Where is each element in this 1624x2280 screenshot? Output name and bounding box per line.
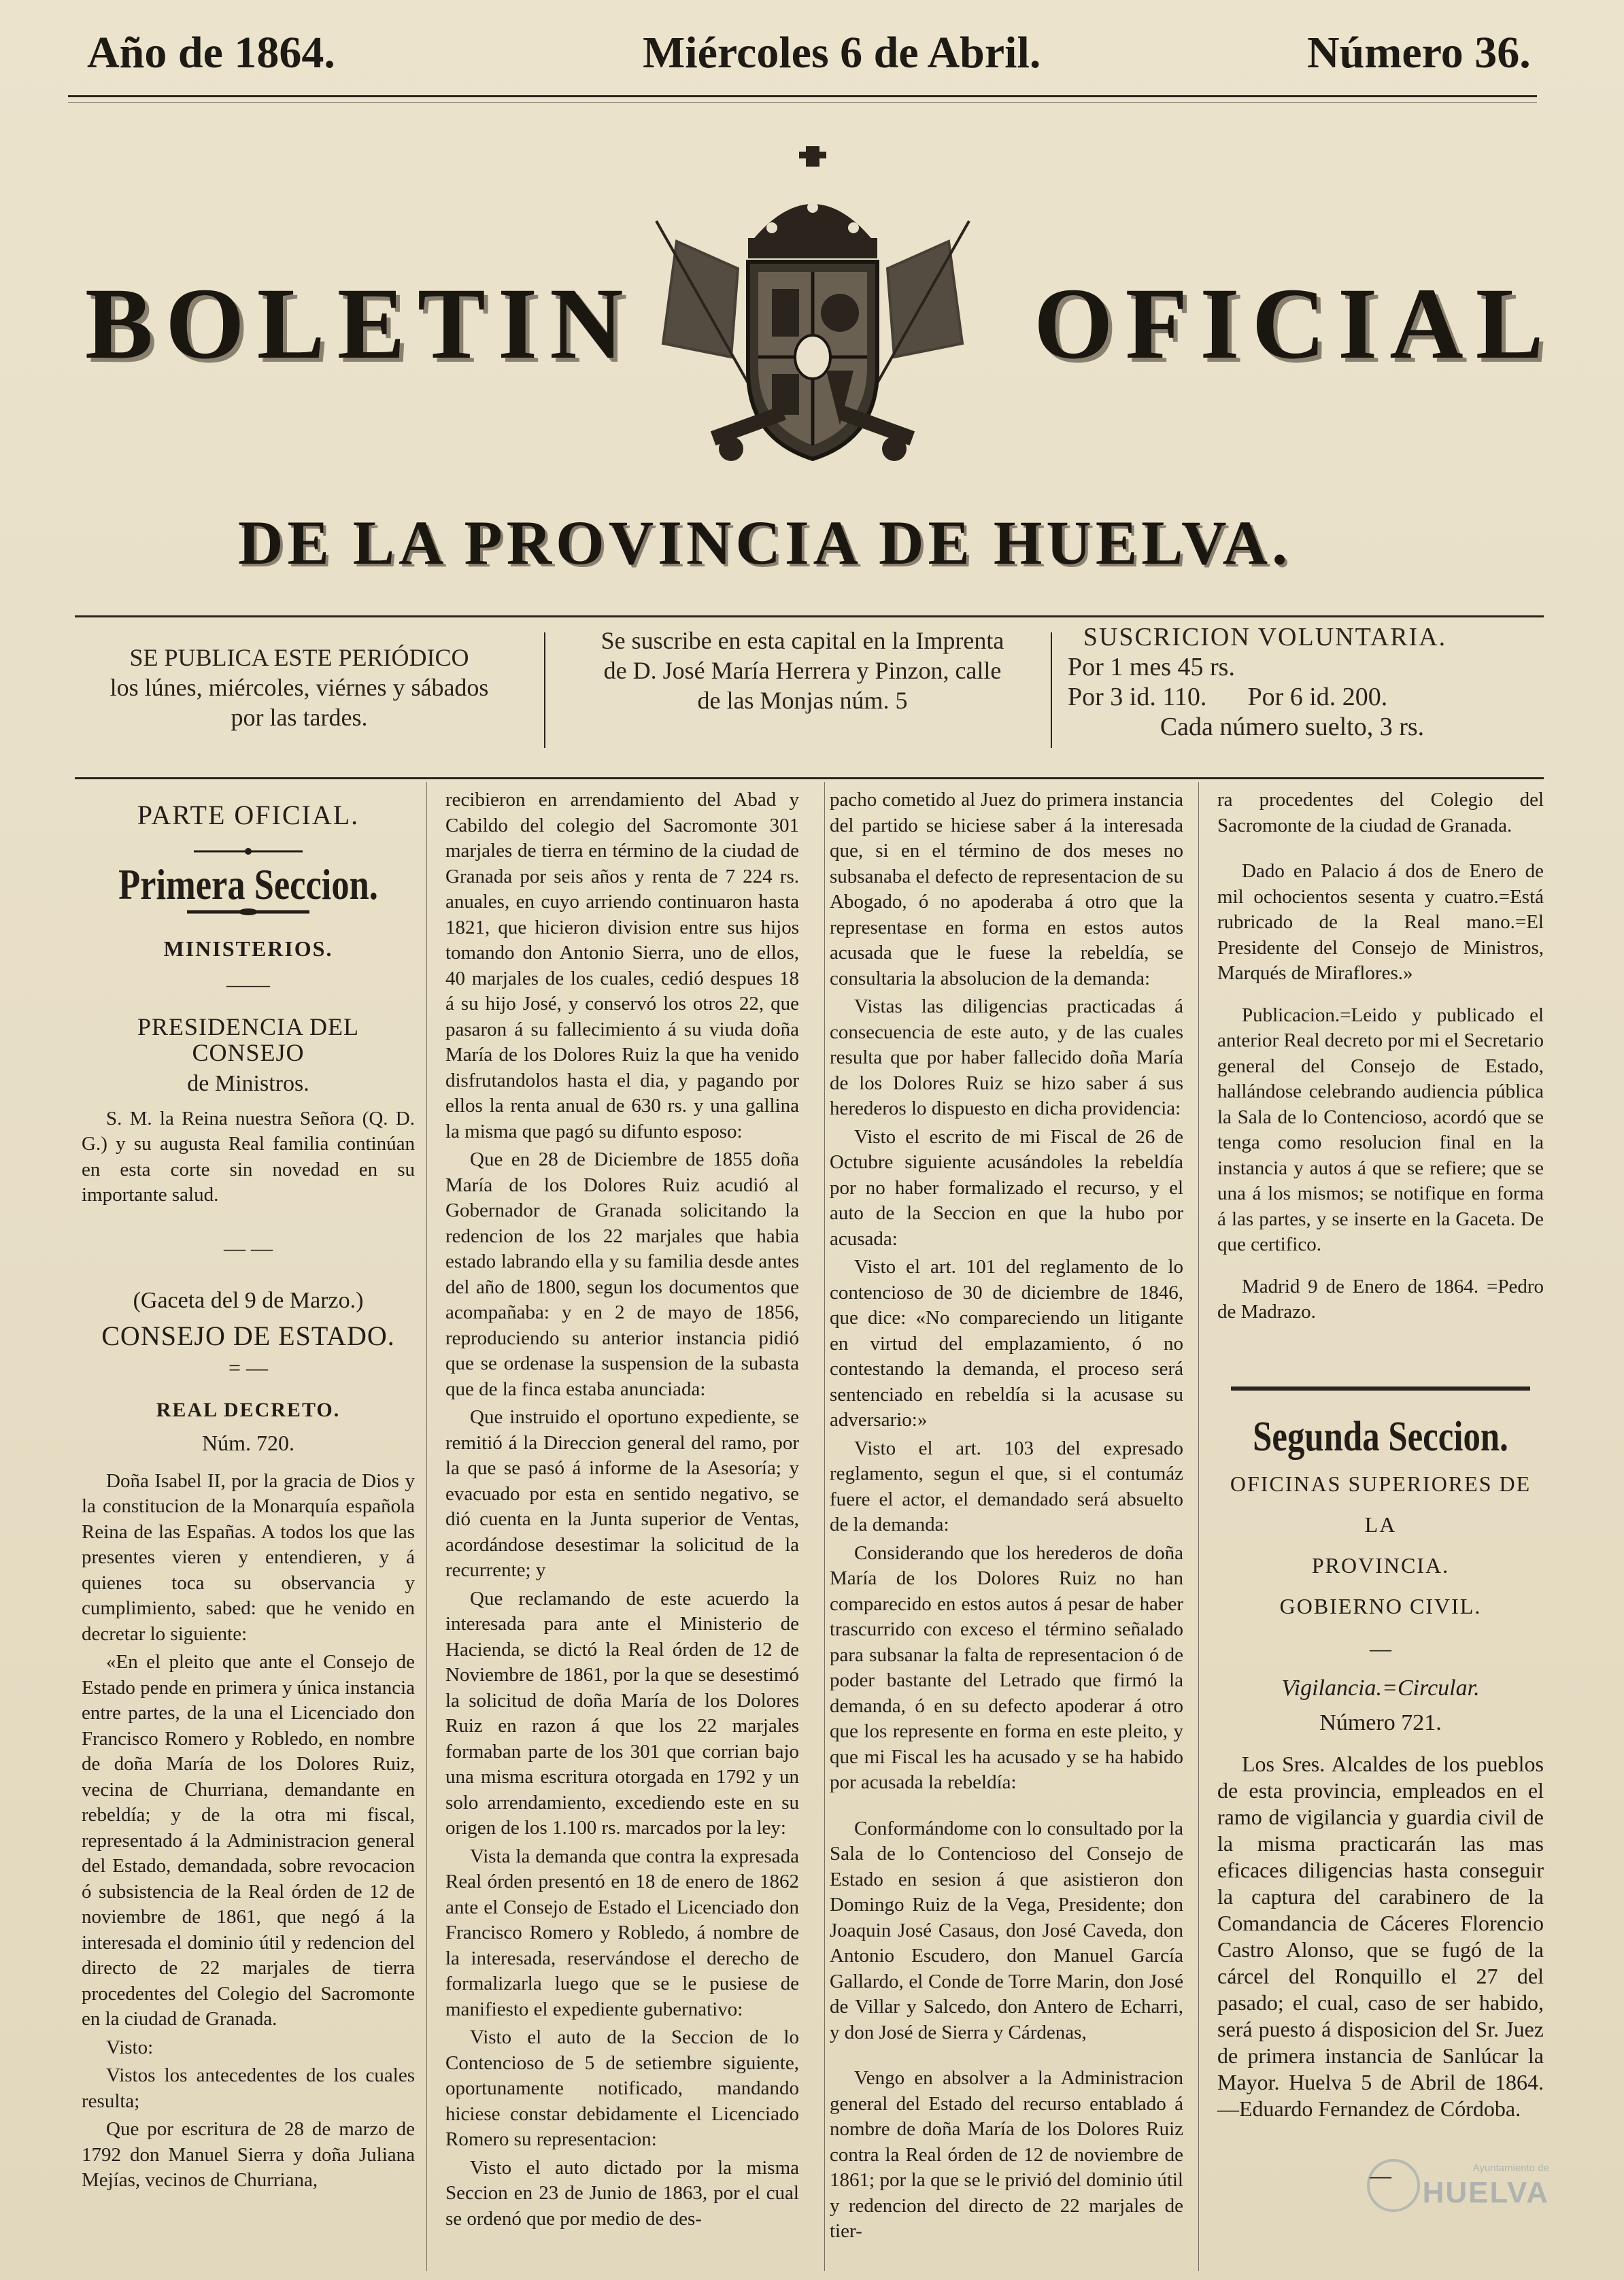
publish-info <box>68 643 530 732</box>
column-divider-1 <box>426 782 427 2271</box>
vigilancia-heading: Vigilancia.=Circular. <box>1281 1675 1480 1701</box>
paragraph: pacho cometido al Juez do primera instancia del partido se hiciese saber á la interesada que, si en el término de dos meses no subsanaba el defecto de representacion de su Abogado, ó no apoderaba á otro que la representase en forma en estos autos acusada que le fuese la rebeldía, se consultaria la absolucion de la demanda: <box>830 789 1183 989</box>
subtitle-provincia: DE LA PROVINCIA DE HUELVA. <box>238 508 1292 577</box>
oficinas-line: OFICINAS SUPERIORES DE LA <box>1230 1471 1532 1537</box>
provincia-line: PROVINCIA. <box>1311 1553 1450 1578</box>
publish-line-2: los lúnes, miércoles, viérnes y sábados <box>109 674 489 701</box>
circular-number: Número 721. <box>1319 1710 1442 1735</box>
primera-seccion-heading: Primera Seccion. <box>118 860 378 908</box>
section-rule <box>1231 1386 1530 1391</box>
ministerios-heading: MINISTERIOS. <box>163 936 333 961</box>
title-oficial: OFICIAL <box>1034 267 1556 380</box>
issue-number: Número 36. <box>1307 28 1531 78</box>
column-1 <box>82 789 415 2196</box>
paragraph: Doña Isabel II, por la gracia de Dios y la constitucion de la Monarquía española Reina de las Españas. A todos los que las presentes vieren y entendieren, y á quienes toca su observancia y cumplimiento, sabed: que he venido en decretar lo siguiente: <box>82 1469 415 1645</box>
paragraph: Que instruido el oportuno expediente, se remitió á la Direccion general del ramo, por la que se pasó á informe de la Asesoría; y evacuado por esta en sentido negativo, se dió cuenta en la Junta superior de Ventas, acordándose desestimar la solicitud de la recurrente; y <box>445 1406 799 1581</box>
presidencia-heading: PRESIDENCIA DEL CONSEJO <box>137 1013 359 1066</box>
top-rule <box>68 95 1537 97</box>
paragraph: Vistas las diligencias practicadas á consecuencia de este auto, y de las cuales resulta que por haber fallecido doña María de los Dolores Ruiz se hizo saber á sus herederos lo dispuesto en dicha providencia: <box>830 996 1183 1119</box>
info-top-rule <box>75 615 1544 617</box>
price-2b: Por 6 id. 200. <box>1247 683 1388 711</box>
consejo-heading: CONSEJO DE ESTADO. <box>101 1320 395 1351</box>
info-divider-2 <box>1051 632 1052 748</box>
price-2 <box>1061 682 1469 712</box>
gaceta-note: (Gaceta del 9 de Marzo.) <box>133 1288 364 1313</box>
paragraph: Dado en Palacio á dos de Enero de mil ochocientos sesenta y cuatro.=Está rubricado de la Real mano.=El Presidente del Consejo de Ministros, Marqués de Miraflores.» <box>1217 860 1544 984</box>
ministros-heading: de Ministros. <box>187 1071 309 1096</box>
archive-seal-icon <box>1367 2159 1420 2212</box>
paragraph: Los Sres. Alcaldes de los pueblos de esta provincia, empleados en el ramo de vigilancia y guardia civil de la misma practicarán las mas eficaces diligencias hasta conseguir la captura del carabinero de la Comandancia de Cáceres Florencio Castro Alonso, que se fugó de la cárcel del Ronquillo el 27 del pasado; el cual, caso de ser habido, será puesto á disposicion del Sr. Juez de primera instancia de Sanlúcar la Mayor. Huelva 5 de Abril de 1864. —Eduardo Fernandez de Córdoba. <box>1217 1751 1544 2121</box>
paragraph: Vengo en absolver a la Administracion general del Estado del recurso entablado á nombre de doña María de los Dolores Ruiz contra la Real órden de 12 de noviembre de 1861; por la que se le privió del dominio útil y redencion del directo de 22 marjales de tier- <box>830 2067 1183 2242</box>
top-rule-thin <box>68 102 1537 103</box>
parte-oficial-heading: PARTE OFICIAL. <box>137 800 360 830</box>
paragraph: Que reclamando de este acuerdo la interesada para ante el Ministerio de Hacienda, se dictó la Real órden de 12 de Noviembre de 1861, por la que se desestimó la solicitud de doña María de los Dolores Ruiz en razon á que los 22 marjales formaban parte de los 301 que corrian bajo una misma escritura otorgada en 1792 y un solo arrendamiento, excediendo este en su origen de los 1.100 rs. marcados por la ley: <box>445 1587 799 1839</box>
price-1: Por 1 mes 45 rs. <box>1068 653 1235 681</box>
paragraph: S. M. la Reina nuestra Señora (Q. D. G.) y su augusta Real familia continúan en esta corte sin novedad en su importante salud. <box>82 1107 415 1206</box>
end-divider: — <box>1370 2162 1391 2188</box>
paragraph: «En el pleito que ante el Consejo de Estado pende en primera y única instancia entre partes, de la una el Licenciado don Francisco Romero y Robledo, en nombre de doña María de los Dolores Ruiz, vecina de Churriana, demandante en rebeldía; y de la otra mi fiscal, representado á la Administracion general del Estado, demandada, sobre revocacion ó subsistencia de la Real órden de 12 de noviembre de 1861, que negó á la interesada el dominio útil y redencion del directo de 22 marjales de tierra procedentes del Colegio del Sacromonte en la ciudad de Granada. <box>82 1651 415 2030</box>
short-divider: — <box>1370 1636 1391 1661</box>
year-label: Año de 1864. <box>87 28 335 78</box>
subscribe-line-3: de las Monjas núm. 5 <box>697 687 908 714</box>
ornament-rule-icon <box>187 908 309 916</box>
column-2 <box>445 787 799 2234</box>
paragraph: Visto el auto dictado por la misma Seccion en 23 de Junio de 1863, por el cual se ordenó que por medio de des- <box>445 2156 799 2230</box>
paragraph: Que en 28 de Diciembre de 1855 doña María de los Dolores Ruiz acudió al Gobernador de Granada solicitando la redencion de los 22 marjales que habia estado labrando ella y su familia desde antes del año de 1800, segun los documentos que acompañaba: y en 2 de mayo de 1856, reproduciendo su anterior instancia pidió que se ordenase la suspension de la subasta que de la finca estaba anunciada: <box>445 1148 799 1400</box>
paragraph: ra procedentes del Colegio del Sacromonte de la ciudad de Granada. <box>1217 789 1544 836</box>
short-divider: — — <box>224 1235 273 1260</box>
royal-coat-of-arms-icon <box>636 139 989 479</box>
paragraph: Conformándome con lo consultado por la Sala de lo Contencioso del Consejo de Estado en sesion á que asistieron don Domingo Ruiz de la Vega, Presidente; don Joaquin José Casaus, don José Caveda, don Antonio Escudero, don Manuel García Gallardo, el Conde de Torre Marin, don José de Villar y Salcedo, don Antero de Echarri, y don José de Sierra y Cárdenas, <box>830 1817 1183 2043</box>
title-boletin: BOLETIN <box>85 267 636 380</box>
price-title: SUSCRICION VOLUNTARIA. <box>1083 623 1447 651</box>
watermark-huelva: HUELVA <box>1422 2176 1549 2209</box>
subscribe-line-2: de D. José María Herrera y Pinzon, calle <box>603 657 1002 684</box>
paragraph: Vista la demanda que contra la expresada Real órden presentó en 18 de enero de 1862 ante el Consejo de Estado el Licenciado don Francisco Romero y Robledo, á nombre de la interesada, reservándose el derecho de formalizarla luego que se le pusiese de manifiesto el expediente gubernativo: <box>445 1845 799 2020</box>
oficinas-heading <box>1217 1463 1544 1627</box>
segunda-seccion-heading: Segunda Seccion. <box>1253 1413 1508 1460</box>
decree-number: Núm. 720. <box>202 1431 294 1455</box>
paragraph: Publicacion.=Leido y publicado el anterior Real decreto por mi el Secretario general del Consejo de Estado, hallándose celebrando audiencia pública la Sala de lo Contencioso, acordó que se tenga como resolucion final en la instancia y autos á que se refiere; que se una á los mismos; se notifique en forma á las partes, y se inserte en la Gaceta. De que certifico. <box>1217 1004 1544 1255</box>
column-divider-2 <box>824 782 825 2271</box>
publish-line-3: por las tardes. <box>231 704 368 731</box>
paragraph: Madrid 9 de Enero de 1864. =Pedro de Madrazo. <box>1217 1275 1544 1323</box>
paragraph: Considerando que los herederos de doña María de los Dolores Ruiz no han comparecido en estos autos á pesar de haber trascurrido con exceso el término señalado para subsanar la falta de representacion ó de poder bastante del Letrado que firmó la demanda, ó en su defecto apoderar á otro que los represente en forma en este pleito, y que mi Fiscal les ha acusado y se ha habido por acusada la rebeldía: <box>830 1542 1183 1793</box>
price-3: Cada número suelto, 3 rs. <box>1160 713 1425 741</box>
real-decreto-heading: REAL DECRETO. <box>156 1398 341 1421</box>
column-divider-3 <box>1198 782 1199 2271</box>
date-label: Miércoles 6 de Abril. <box>643 28 1041 78</box>
price-info <box>1061 622 1469 742</box>
column-3 <box>830 787 1183 2247</box>
paragraph: Visto el auto de la Seccion de lo Contencioso de 5 de setiembre siguiente, oportunamente notificado, mandando hiciese constar debidamente el Licenciado Romero su representacion: <box>445 2026 799 2150</box>
info-divider-1 <box>544 632 545 748</box>
short-divider: —— <box>226 971 270 996</box>
paragraph: Visto el art. 101 del reglamento de lo contencioso de 30 de diciembre de 1846, que dice: «No compareciendo un litigante en virtud del emplazamiento, ó no contestando la demanda, el proceso será sentenciado en rebeldía si la acusase su adversario:» <box>830 1256 1183 1431</box>
paragraph: recibieron en arrendamiento del Abad y Cabildo del colegio del Sacromonte 301 marjales de tierra en término de la ciudad de Granada por seis años y renta de 7 224 rs. anuales, en cuyo arriendo continuaron hasta 1821, que hicieron division entre sus hijos tomando don Antonio Sierra, uno de ellos, 40 marjales de los cuales, cedió despues 18 á su hijo José, y conservó los otros 22, que pasaron á su fallecimiento á su viuda doña María de los Dolores Ruiz la que ha venido disfrutandolos hasta el dia, y pagando por ellos la renta anual de 630 rs. y una gallina la misma que pagó su difunto esposo: <box>445 789 799 1142</box>
gobierno-line: GOBIERNO CIVIL. <box>1279 1594 1482 1618</box>
column-4 <box>1217 787 1544 2198</box>
short-divider: = — <box>228 1355 269 1380</box>
paragraph: Visto el escrito de mi Fiscal de 26 de Octubre siguiente acusándoles la rebeldía por no haber formalizado el recurso, y el auto de la Seccion en que la hubo por acusada: <box>830 1125 1183 1250</box>
publish-line-1: SE PUBLICA ESTE PERIÓDICO <box>129 644 469 671</box>
paragraph: Vistos los antecedentes de los cuales resulta; <box>82 2064 415 2112</box>
paragraph: Que por escritura de 28 de marzo de 1792 don Manuel Sierra y doña Juliana Mejías, vecinos de Churriana, <box>82 2118 415 2191</box>
paragraph: Visto: <box>106 2036 154 2058</box>
watermark-small-text: Ayuntamiento de <box>1472 2162 1549 2174</box>
ornament-rule-icon <box>194 847 303 855</box>
subscribe-info <box>551 626 1054 715</box>
info-bottom-rule <box>75 777 1544 779</box>
paragraph: Visto el art. 103 del expresado reglamento, segun el que, si el contumáz fuere el actor, el demandado será absuelto de la demanda: <box>830 1437 1183 1535</box>
subscribe-line-1: Se suscribe en esta capital en la Imprenta <box>600 627 1004 654</box>
price-2a: Por 3 id. 110. <box>1068 683 1207 711</box>
